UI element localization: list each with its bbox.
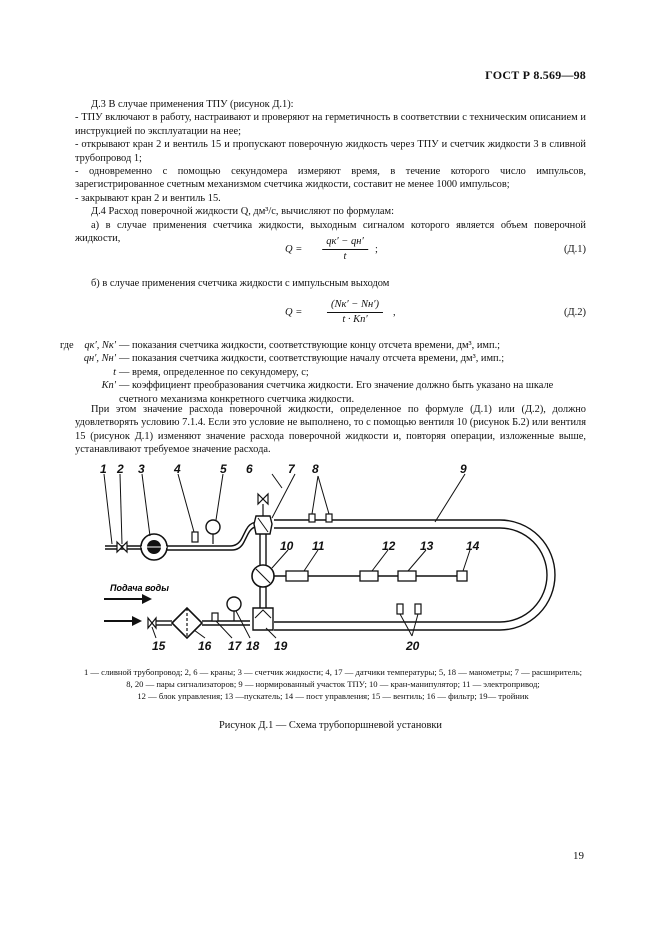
figure-legend [80,666,586,703]
figure-caption: Рисунок Д.1 — Схема трубопоршневой установки [218,720,442,731]
case-b-text: б) в случае применения счетчика жидкости с импульсным выходом [91,278,390,289]
control-post-icon [457,571,467,581]
valve-6-icon [258,494,268,516]
starter-icon [398,571,416,581]
section-d3-item: - ТПУ включают в работу, настраивают и проверяют на герметичность в соответствии с техническим описанием и инструкцией по эксплуатации на нее; [75,112,586,137]
label-16: 16 [198,639,212,653]
label-8: 8 [312,462,319,476]
formula-d1-numerator: qк′ − qн′ [322,236,368,250]
definition-lead [60,366,76,379]
valve-15-icon [148,618,156,628]
formula-d1-number: (Д.1) [563,244,586,255]
definition-row [60,339,586,352]
label-7: 7 [288,462,295,476]
signaler-icon [309,514,315,522]
formula-d2-numerator: (Nк′ − Nн′) [327,299,383,313]
label-18: 18 [246,639,260,653]
electric-drive-icon [286,571,308,581]
formula-d2-lhs: Q = [285,307,303,318]
signaler-icon [397,604,403,614]
filter-icon [172,608,202,638]
section-d4-title: Д.4 Расход поверочной жидкости Q, дм³/с, вычисляют по формулам: [91,206,394,218]
definition-row [60,379,586,406]
definition-row [60,352,586,365]
label-19: 19 [274,639,288,653]
legend-line: 12 — блок управления; 13 —пускатель; 14 — пост управления; 15 — вентиль; 16 — фильтр; 19— тройник [137,691,529,702]
section-d3-item: - открывают кран 2 и вентиль 15 и пропускают поверочную жидкость через ТПУ и счетчик жидкости 3 в сливной трубопровод 1; [75,139,586,164]
signaler-icon [415,604,421,614]
label-12: 12 [382,539,396,553]
formula-d2-number: (Д.2) [563,307,586,318]
label-6: 6 [246,462,253,476]
definition-lead: где [60,340,74,351]
definitions [60,339,586,406]
formula-d1-lhs: Q = [285,244,303,255]
formula-d1-denominator: t [343,251,347,262]
formula-d1 [75,236,586,272]
formula-d1-tail: ; [375,244,378,255]
label-20: 20 [406,639,420,653]
label-15: 15 [152,639,166,653]
case-a-text: а) в случае применения счетчика жидкости, выходным сигналом которого является объем поверочной жидкости, [75,219,586,245]
temperature-sensor-icon [212,613,218,621]
tpu-schematic [90,458,560,658]
definition-lead [60,352,76,365]
section-d3-item: - закрывают кран 2 и вентиль 15. [75,192,221,204]
label-1: 1 [100,462,107,476]
legend-line: 1 — сливной трубопровод; 2, 6 — краны; 3 — счетчик жидкости; 4, 17 — датчики температуры; 5, 18 — манометры; 7 — расширитель; 8, 20 — пары сигнализаторов; 9 — нормированный участок ТПУ; 10 — кран-манипулятор; 11 — электропривод; [83,667,583,690]
formula-d1-fraction [322,236,368,262]
label-13: 13 [420,539,434,553]
label-2: 2 [117,462,124,476]
signaler-icon [326,514,332,522]
definition-text: — коэффициент преобразования счетчика жидкости. Его значение должно быть указано на шкале счетного механизма конкретного счетчика жидкости. [119,380,554,405]
formula-d2 [75,299,586,335]
temperature-sensor-icon [192,532,198,542]
definition-symbol: qк′, Nк′ [84,340,116,351]
label-17: 17 [228,639,242,653]
label-4: 4 [174,462,181,476]
definition-text: — показания счетчика жидкости, соответствующие концу отсчета времени, дм³, имп.; [119,340,501,351]
tee-icon [253,608,273,630]
definition-row [60,366,586,379]
page-number: 19 [573,850,584,862]
closing-paragraph: При этом значение расхода поверочной жидкости, определенное по формуле (Д.1) или (Д.2), должно удовлетворять условию 7.1.4. Если это условие не выполнено, то с помощью вентиля 10 (рисунок Б.2) или вентиля 15 (рисунок Д.1) изменяют значение расхода поверочной жидкости и, повторяя операции, изложенные выше, устанавливают требуемое значение расхода. [75,404,586,456]
definition-symbol: t [113,366,116,378]
crane-manipulator-icon [252,565,274,587]
inflow-arrow [104,583,169,626]
label-3: 3 [138,462,145,476]
section-d3-title: Д.3 В случае применения ТПУ (рисунок Д.1): [91,99,294,110]
formula-d2-fraction [327,299,383,325]
definition-text: — показания счетчика жидкости, соответствующие началу отсчета времени, дм³, имп.; [119,353,505,365]
section-d3-item: - одновременно с помощью секундомера измеряют время, в течение которого число импульсов, зарегистрированное счетным механизмом счетчика жидкости, составит не менее 1000 импульсов; [75,166,586,191]
pipe-network [105,520,555,630]
expander-icon [254,516,272,534]
label-14: 14 [466,539,480,553]
definition-symbol: qн′, Nн′ [83,353,116,365]
definition-text: — время, определенное по секундомеру, с; [119,366,309,378]
section-d3 [75,98,586,245]
control-unit-icon [360,571,378,581]
label-9: 9 [460,462,467,476]
inflow-label: Подача воды [110,583,169,593]
label-10: 10 [280,539,294,553]
manometer-icon [206,520,220,544]
formula-d2-denominator: t · Кп′ [342,314,368,325]
definition-lead [60,379,76,406]
formula-d2-tail: , [393,307,396,318]
label-5: 5 [220,462,227,476]
liquid-meter-icon [141,534,167,560]
definition-symbol: Кп′ [101,380,116,392]
document-header: ГОСТ Р 8.569—98 [485,68,586,82]
label-11: 11 [312,539,325,553]
